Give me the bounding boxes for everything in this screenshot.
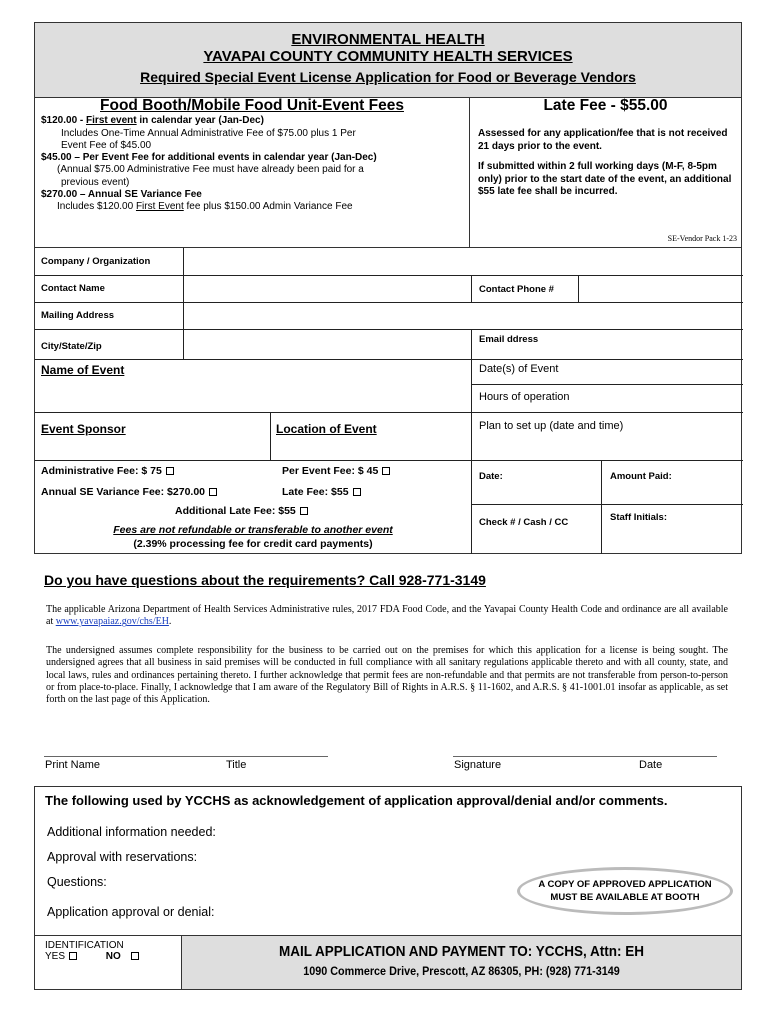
contact-phone-field[interactable] (580, 276, 740, 301)
approval-reservations-label: Approval with reservations: (47, 850, 198, 864)
additional-info-label: Additional information needed: (47, 825, 216, 839)
agreement-paragraph: The undersigned assumes complete responsibility for the business to be carried out on the premises for which this application for a license is being sought. The undersigned agrees that all business in said premises will be conducted in full compliance with all sanitary regulations applicable thereto and with all county, state, and local laws, rules and ordinances pertaining thereto. I further acknowledge that permit fees are non-refundable and that permits are not transferable from person-to-person or from place-to-place. Finally, I acknowledge that I am aware of the Regulatory Bill of Rights in A.R.S. § 11-1602, and A.R.S. § 41-1001.01 insofar as applicable, as set forth on the last page of this Application. (46, 645, 728, 706)
rules-link[interactable]: www.yavapaiaz.gov/chs/EH (55, 616, 169, 628)
additional-late-fee-checkbox[interactable] (300, 507, 308, 515)
application-form (34, 248, 742, 554)
vendor-pack-code: SE-Vendor Pack 1-23 (667, 233, 737, 243)
admin-fee-option: Administrative Fee: $ 75 (41, 465, 174, 477)
event-sponsor-label: Event Sponsor (41, 422, 126, 436)
ident-no-label: NO (105, 951, 121, 962)
nonrefundable-notice: Fees are not refundable or transferable to another event (113, 524, 393, 536)
staff-initials-label: Staff Initials: (610, 512, 668, 523)
city-state-zip-label: City/State/Zip (41, 341, 102, 352)
event-name-label: Name of Event (41, 363, 125, 377)
fee-first-event: $120.00 - First event in calendar year (Jan-Dec) (41, 115, 264, 127)
event-location-label: Location of Event (276, 422, 377, 436)
late-fee-text-2: If submitted within 2 full working days (M-F, 8-5pm only) prior to the start date of the event, an additional $55 late fee shall be incurred. (478, 161, 732, 198)
identification-label: IDENTIFICATION (45, 940, 124, 951)
header-line-3: Required Special Event License Application for Food or Beverage Vendors (140, 69, 636, 85)
fee-variance-desc: Includes $120.00 First Event fee plus $150.00 Admin Variance Fee (57, 201, 353, 213)
per-event-fee-option: Per Event Fee: $ 45 (282, 465, 390, 477)
fees-title: Food Booth/Mobile Food Unit-Event Fees (100, 97, 404, 114)
ident-yes-checkbox[interactable] (69, 952, 77, 960)
payment-method-label: Check # / Cash / CC (479, 517, 569, 528)
company-label: Company / Organization (41, 256, 151, 267)
event-name-field[interactable] (37, 378, 469, 410)
processing-fee-notice: (2.39% processing fee for credit card payments) (133, 538, 373, 550)
late-fee-section (470, 98, 742, 248)
contact-name-field[interactable] (185, 276, 469, 301)
mailing-address-label: Mailing Address (41, 310, 115, 321)
late-fee-title: Late Fee - $55.00 (543, 97, 668, 114)
contact-name-label: Contact Name (41, 283, 105, 294)
late-fee-text-1: Assessed for any application/fee that is not received 21 days prior to the event. (478, 128, 728, 152)
city-state-zip-field[interactable] (185, 330, 469, 358)
fees-section (34, 98, 470, 248)
signature-label: Signature (454, 759, 502, 771)
signature-date-label: Date (639, 759, 663, 771)
additional-late-fee-option: Additional Late Fee: $55 (175, 505, 308, 517)
ident-yes-label: YES (45, 951, 66, 962)
form-header (34, 22, 742, 98)
setup-plan-label: Plan to set up (date and time) (479, 420, 624, 432)
company-field[interactable] (185, 249, 741, 274)
date-label: Date: (479, 471, 503, 482)
email-field[interactable] (473, 346, 741, 359)
amount-paid-label: Amount Paid: (610, 471, 672, 482)
email-label: Email ddress (479, 334, 539, 345)
acknowledgement-section (34, 786, 742, 936)
fee-first-event-desc-1: Includes One-Time Annual Administrative Fee of $75.00 plus 1 Per (61, 127, 356, 139)
questions-label: Questions: (47, 875, 107, 889)
fee-variance: $270.00 – Annual SE Variance Fee (41, 189, 202, 201)
print-name-label: Print Name (45, 759, 101, 771)
contact-phone-label: Contact Phone # (479, 284, 554, 295)
mailing-address-field[interactable] (185, 303, 741, 328)
late-fee-checkbox[interactable] (353, 488, 361, 496)
approval-denial-label: Application approval or denial: (47, 905, 215, 919)
questions-line: Do you have questions about the requirements? Call 928-771-3149 (44, 572, 486, 588)
header-line-1: ENVIRONMENTAL HEALTH (291, 31, 485, 48)
admin-fee-checkbox[interactable] (166, 467, 174, 475)
variance-fee-option: Annual SE Variance Fee: $270.00 (41, 486, 217, 498)
late-fee-option: Late Fee: $55 (282, 486, 361, 498)
hours-label: Hours of operation (479, 391, 570, 403)
mail-line-1: MAIL APPLICATION AND PAYMENT TO: YCCHS, Attn: EH (278, 943, 645, 960)
ident-no-checkbox[interactable] (131, 952, 139, 960)
fee-first-event-desc-2: Event Fee of $45.00 (61, 139, 152, 151)
title-label: Title (226, 759, 247, 771)
header-line-2: YAVAPAI COUNTY COMMUNITY HEALTH SERVICES (203, 48, 573, 65)
rules-paragraph: The applicable Arizona Department of Health Services Administrative rules, 2017 FDA Food Code, and the Yavapai County Health Code and ordinance are all available at www.yavapaiaz.gov/chs/EH. (46, 604, 728, 628)
acknowledgement-heading: The following used by YCCHS as acknowledgement of application approval/denial and/or comments. (45, 793, 668, 808)
mail-instructions (182, 936, 742, 990)
per-event-fee-checkbox[interactable] (382, 467, 390, 475)
fee-per-event-desc-2: previous event) (61, 176, 130, 188)
event-dates-label: Date(s) of Event (479, 363, 559, 375)
fee-per-event-desc-1: (Annual $75.00 Administrative Fee must have already been paid for a (57, 164, 364, 176)
booth-copy-notice: A COPY OF APPROVED APPLICATION MUST BE AVAILABLE AT BOOTH (517, 867, 733, 915)
fee-per-event: $45.00 – Per Event Fee for additional events in calendar year (Jan-Dec) (41, 152, 377, 164)
identification-box (34, 936, 182, 990)
variance-fee-checkbox[interactable] (209, 488, 217, 496)
mail-line-2: 1090 Commerce Drive, Prescott, AZ 86305, PH: (928) 771-3149 (303, 964, 620, 978)
